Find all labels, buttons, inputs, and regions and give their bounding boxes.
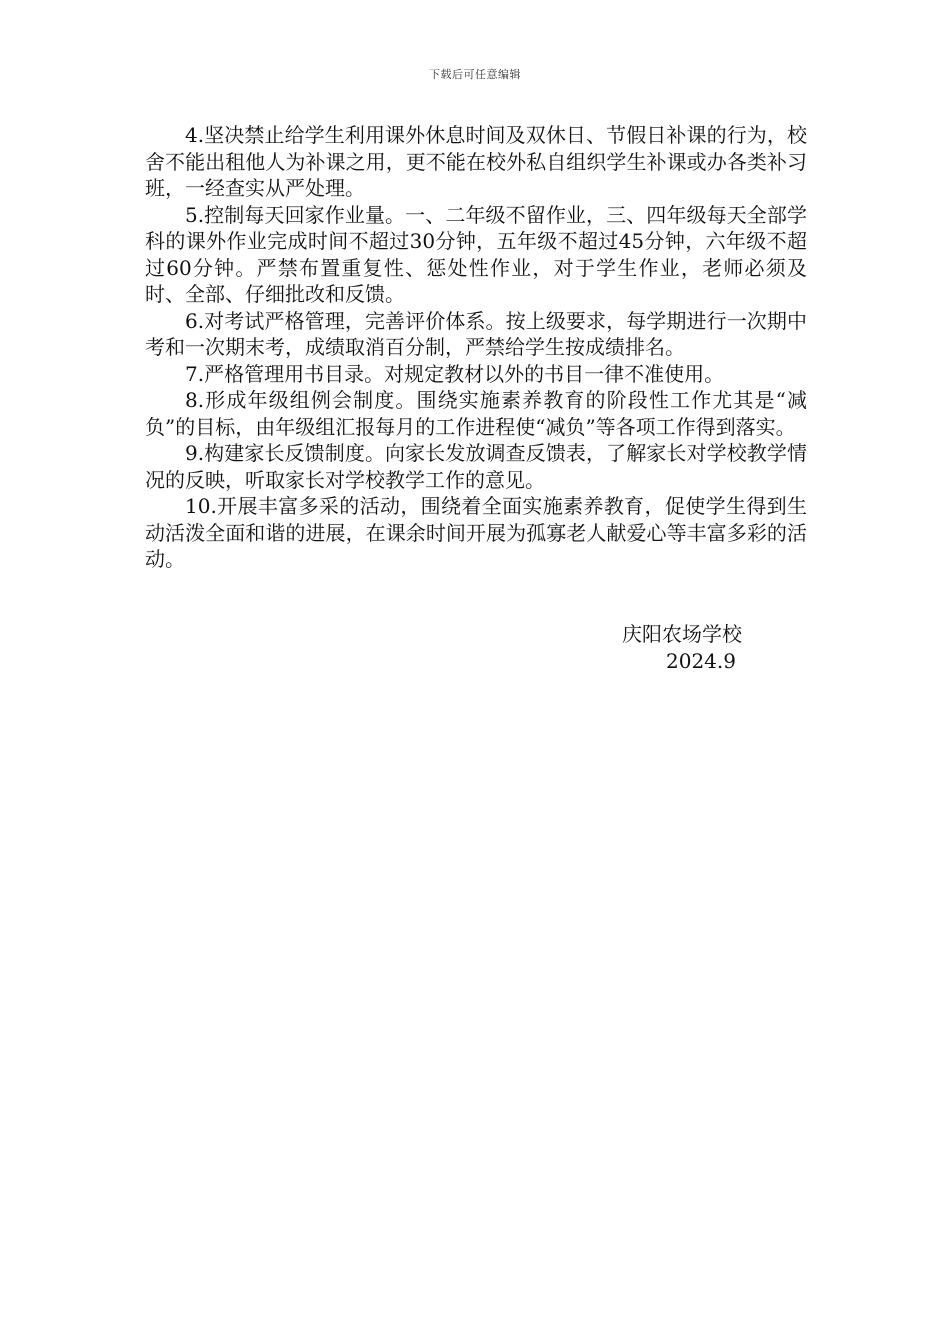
signature-block [622,621,802,674]
paragraph-item-9: 9.构建家长反馈制度。向家长发放调查反馈表，了解家长对学校教学情况的反映，听取家长对学校教学工作的意见。 [145,441,807,492]
page-header-note: 下载后可任意编辑 [429,68,521,81]
paragraph-item-5: 5.控制每天回家作业量。一、二年级不留作业，三、四年级每天全部学科的课外作业完成时间不超过30分钟，五年级不超过45分钟，六年级不超过60分钟。严禁布置重复性、惩处性作业，对于学生作业，老师必须及时、全部、仔细批改和反馈。 [145,202,807,306]
paragraph-item-7: 7.严格管理用书目录。对规定教材以外的书目一律不准使用。 [185,361,725,386]
signature-date: 2024.9 [666,648,736,673]
paragraph-item-6: 6.对考试严格管理，完善评价体系。按上级要求，每学期进行一次期中考和一次期末考，成绩取消百分制，严禁给学生按成绩排名。 [145,308,807,359]
paragraph-item-8: 8.形成年级组例会制度。围绕实施素养教育的阶段性工作尤其是“减负”的目标，由年级组汇报每月的工作进程使“减负”等各项工作得到落实。 [145,388,807,439]
document-body [145,122,807,573]
paragraph-item-10: 10.开展丰富多采的活动，围绕着全面实施素养教育，促使学生得到生动活泼全面和谐的进展，在课余时间开展为孤寡老人献爱心等丰富多彩的活动。 [145,494,807,571]
signature-school: 庆阳农场学校 [622,622,742,646]
paragraph-item-4: 4.坚决禁止给学生利用课外休息时间及双休日、节假日补课的行为，校舍不能出租他人为补课之用，更不能在校外私自组织学生补课或办各类补习班，一经查实从严处理。 [145,123,807,200]
